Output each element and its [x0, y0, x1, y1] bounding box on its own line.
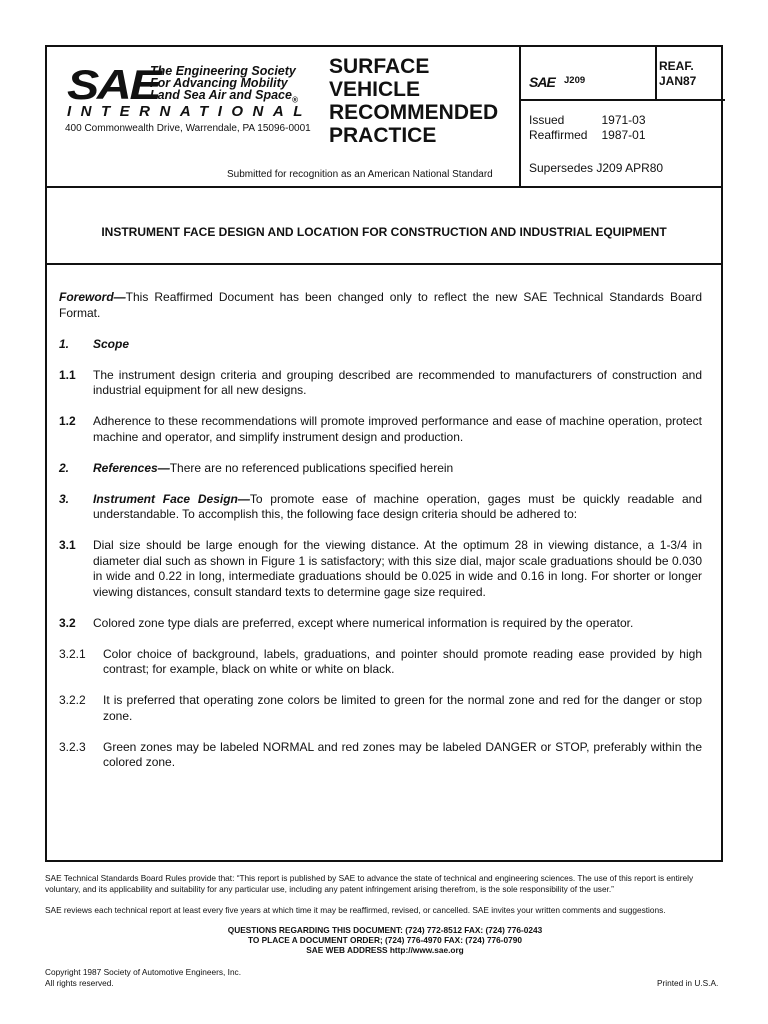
clause-number: 3.1 — [59, 538, 76, 552]
doc-number-divider — [519, 99, 725, 101]
section-heading — [59, 337, 702, 353]
address: 400 Commonwealth Drive, Warrendale, PA 15096-0001 — [65, 123, 311, 134]
section-title: References— — [93, 460, 170, 475]
clause — [59, 414, 702, 445]
header-divider — [47, 186, 721, 188]
web-address: SAE WEB ADDRESS http://www.sae.org — [306, 945, 464, 955]
rights: All rights reserved. — [45, 977, 114, 988]
clause-text: Dial size should be large enough for the viewing distance. At the optimum 28 in viewing distance, a 1-3/4 in diameter dial such as shown in Figure 1 is satisfactory; with this size dial, major scale graduations should be 0.030 in wide and 0.22 in long, intermediate graduations should be 0.025 in wide and 0.16 in long. For shorter or longer viewing distances, consult standard texts to determine gage size required. — [93, 538, 702, 599]
contact-block — [45, 925, 725, 955]
subclause-number: 3.2.1 — [59, 646, 86, 661]
document-frame — [45, 45, 723, 862]
foreword-text: This Reaffirmed Document has been changed only to reflect the new SAE Technical Standards Board Format. — [59, 290, 702, 320]
subclause-text: Color choice of background, labels, graduations, and pointer should promote reading ease provided by high contrast; for example, black on white or white on black. — [103, 646, 702, 676]
section-heading — [59, 461, 702, 477]
reaf-box-divider — [655, 47, 657, 99]
foreword-label: Foreword— — [59, 290, 126, 304]
clause-text: Adherence to these recommendations will promote improved performance and ease of machine operation, protect machine and operator, and simplify instrument design and production. — [93, 414, 702, 444]
sae-small-logo: SAE — [529, 74, 555, 90]
title-line: RECOMMENDED — [329, 101, 499, 124]
society-line: The Engineering Society — [150, 64, 296, 78]
supersedes: Supersedes J209 APR80 — [529, 161, 664, 175]
clause — [59, 368, 702, 399]
reaf-box — [659, 59, 696, 89]
international-wordmark: INTERNATIONAL — [67, 103, 312, 120]
reaffirmed-value: 1987-01 — [601, 128, 646, 142]
document-body — [59, 290, 702, 786]
clause-text: The instrument design criteria and grouping described are recommended to manufacturers of construction and industrial equipment for all new designs. — [93, 367, 702, 397]
foreword — [59, 290, 702, 321]
sae-logo: SAE — [67, 61, 160, 108]
title-divider — [47, 263, 721, 265]
section-title: Instrument Face Design— — [93, 491, 250, 506]
registered-mark: ® — [291, 95, 298, 105]
copyright-block — [45, 967, 445, 988]
section-number: 2. — [59, 460, 70, 475]
society-line: Land Sea Air and Space$_®$ — [150, 88, 298, 105]
dates-table — [529, 113, 660, 143]
document-type-title — [329, 55, 498, 147]
issued-value: 1971-03 — [601, 113, 646, 127]
order-line: TO PLACE A DOCUMENT ORDER; (724) 776-4970 FAX: (724) 776-0790 — [247, 935, 523, 945]
society-line: For Advancing Mobility — [150, 76, 288, 90]
reaf-line: REAF. — [659, 59, 694, 73]
section-number: 1. — [59, 336, 70, 351]
subclause — [59, 693, 702, 724]
section-number: 3. — [59, 491, 70, 506]
section-title: Scope — [93, 336, 130, 351]
subclause-text: It is preferred that operating zone colors be limited to green for the normal zone and red for the danger or stop zone. — [103, 693, 702, 723]
subclause-number: 3.2.3 — [59, 739, 86, 754]
subclause-text: Green zones may be labeled NORMAL and red zones may be labeled DANGER or STOP, preferably within the colored zone. — [103, 739, 702, 769]
section-text: There are no referenced publications specified herein — [169, 460, 454, 475]
review-notice: SAE reviews each technical report at least every five years at which time it may be reaffirmed, revised, or cancelled. SAE invites your written comments and suggestions. — [45, 905, 666, 915]
clause — [59, 538, 702, 600]
title-line: SURFACE — [329, 55, 430, 78]
clause-number: 3.2 — [59, 615, 76, 630]
reaffirmed-label: Reaffirmed — [529, 128, 588, 142]
subclause-number: 3.2.2 — [59, 693, 86, 707]
questions-line: QUESTIONS REGARDING THIS DOCUMENT: (724) 772-8512 FAX: (724) 776-0243 — [227, 925, 543, 935]
title-line: PRACTICE — [329, 124, 437, 147]
clause-number: 1.2 — [59, 414, 76, 428]
header-column-divider — [519, 47, 521, 186]
subclause — [59, 740, 702, 771]
subclause — [59, 647, 702, 678]
submitted-note: Submitted for recognition as an American National Standard — [227, 169, 493, 180]
section-text: To promote ease of machine operation, gages must be quickly readable and understandable. To accomplish this, the following face design criteria should be adhered to: — [93, 491, 702, 521]
clause-number: 1.1 — [59, 367, 76, 382]
rules-notice: SAE Technical Standards Board Rules provide that: “This report is published by SAE to advance the state of technical and engineering sciences. The use of this report is entirely voluntary, and its applicability and suitability for any particular use, including any patent infringement arising therefrom, is the sole responsibility of the user.” — [45, 873, 694, 894]
copyright: Copyright 1987 Society of Automotive Engineers, Inc. — [45, 967, 242, 977]
document-number: J209 — [564, 75, 586, 86]
printed-in: Printed in U.S.A. — [657, 978, 719, 988]
title-line: VEHICLE — [329, 78, 421, 101]
issued-label: Issued — [529, 113, 565, 127]
clause-text: Colored zone type dials are preferred, except where numerical information is required by the operator. — [93, 615, 634, 630]
society-tagline — [150, 65, 298, 107]
clause — [59, 616, 702, 632]
document-title: INSTRUMENT FACE DESIGN AND LOCATION FOR CONSTRUCTION AND INDUSTRIAL EQUIPMENT — [101, 225, 667, 239]
section-heading — [59, 492, 702, 523]
reaf-line: JAN87 — [659, 74, 697, 88]
